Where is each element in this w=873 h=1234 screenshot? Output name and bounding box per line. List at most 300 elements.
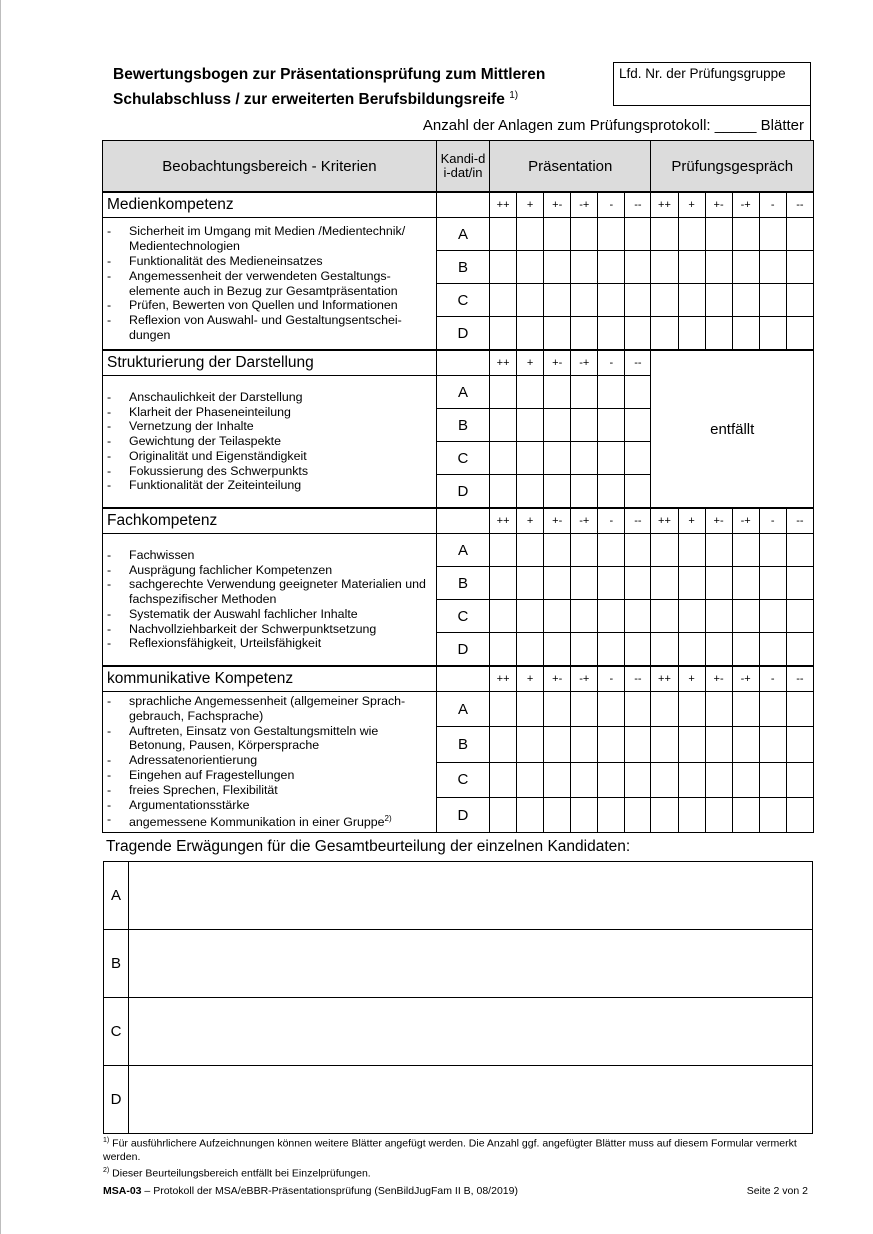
rating-scale-label: -+ <box>571 350 598 376</box>
rating-cell[interactable] <box>705 797 732 832</box>
rating-cell[interactable] <box>544 633 571 667</box>
rating-cell[interactable] <box>651 567 678 600</box>
rating-cell[interactable] <box>490 284 517 317</box>
criterion-item <box>107 812 432 830</box>
candidate-letter: D <box>436 475 489 509</box>
rating-cell[interactable] <box>732 218 759 251</box>
criterion-text: Nachvollziehbarkeit der Schwerpunktsetzung <box>129 621 377 636</box>
rating-cell[interactable] <box>517 633 544 667</box>
rating-cell[interactable] <box>517 251 544 284</box>
criterion-item <box>107 449 432 464</box>
erwaegung-letter: B <box>104 930 129 998</box>
rating-cell[interactable] <box>759 317 786 351</box>
criterion-item <box>107 783 432 798</box>
criteria-list <box>107 390 432 494</box>
rating-cell[interactable] <box>625 284 651 317</box>
criterion-text: freies Sprechen, Flexibilität <box>129 782 278 797</box>
entfaellt-cell: entfällt <box>651 350 814 508</box>
rating-cell[interactable] <box>571 567 598 600</box>
rating-cell[interactable] <box>490 633 517 667</box>
rating-scale-label: -- <box>625 350 651 376</box>
rating-cell[interactable] <box>786 218 813 251</box>
rating-cell[interactable] <box>490 317 517 351</box>
title-line-1: Bewertungsbogen zur Präsentationsprüfung zum Mittleren <box>113 66 546 83</box>
rating-cell[interactable] <box>625 251 651 284</box>
rating-cell[interactable] <box>490 762 517 797</box>
criteria-list-cell <box>103 218 437 351</box>
footnote-2-text: Dieser Beurteilungsbereich entfällt bei Einzelprüfungen. <box>112 1167 371 1180</box>
rating-cell[interactable] <box>786 251 813 284</box>
rating-cell[interactable] <box>625 317 651 351</box>
rating-cell[interactable] <box>490 218 517 251</box>
rating-cell[interactable] <box>786 633 813 667</box>
section-header-row <box>103 350 814 376</box>
rating-cell[interactable] <box>786 762 813 797</box>
rating-scale-label: +- <box>544 508 571 534</box>
rating-cell[interactable] <box>598 567 625 600</box>
rating-cell[interactable] <box>598 409 625 442</box>
rating-scale-label: +- <box>544 666 571 692</box>
rating-cell[interactable] <box>705 534 732 567</box>
rating-cell[interactable] <box>571 727 598 762</box>
rating-cell[interactable] <box>625 534 651 567</box>
footer-code: MSA-03 <box>103 1185 142 1197</box>
rating-cell[interactable] <box>517 218 544 251</box>
rating-cell[interactable] <box>544 600 571 633</box>
rating-cell[interactable] <box>759 284 786 317</box>
criterion-item <box>107 269 432 299</box>
rating-cell[interactable] <box>786 534 813 567</box>
rating-cell[interactable] <box>705 762 732 797</box>
rating-cell[interactable] <box>517 762 544 797</box>
rating-cell[interactable] <box>598 762 625 797</box>
rating-cell[interactable] <box>571 218 598 251</box>
rating-cell[interactable] <box>490 727 517 762</box>
rating-cell[interactable] <box>678 534 705 567</box>
rating-scale-label: + <box>517 508 544 534</box>
criteria-list-cell <box>103 534 437 667</box>
anlagen-count-line: Anzahl der Anlagen zum Prüfungsprotokoll: _____ Blätter <box>422 117 804 134</box>
rating-scale-label: -+ <box>571 666 598 692</box>
rating-cell[interactable] <box>625 409 651 442</box>
rating-cell[interactable] <box>705 567 732 600</box>
rating-scale-label: +- <box>544 192 571 218</box>
rating-scale-label: ++ <box>490 350 517 376</box>
rating-cell[interactable] <box>732 284 759 317</box>
rating-cell[interactable] <box>732 251 759 284</box>
rating-scale-label: +- <box>705 666 732 692</box>
rating-cell[interactable] <box>759 727 786 762</box>
rating-cell[interactable] <box>490 797 517 832</box>
criterion-text: Funktionalität des Medieneinsatzes <box>129 253 323 268</box>
criteria-list-cell <box>103 692 437 833</box>
rating-cell[interactable] <box>544 317 571 351</box>
rating-cell[interactable] <box>651 600 678 633</box>
rating-cell[interactable] <box>544 534 571 567</box>
candidate-row <box>103 534 814 567</box>
rating-cell[interactable] <box>517 600 544 633</box>
rating-scale-label: - <box>598 666 625 692</box>
rating-cell[interactable] <box>625 442 651 475</box>
rating-cell[interactable] <box>544 376 571 409</box>
rating-scale-label: -- <box>786 192 813 218</box>
criterion-text: Originalität und Eigenständigkeit <box>129 448 307 463</box>
rating-cell[interactable] <box>571 442 598 475</box>
rating-cell[interactable] <box>544 762 571 797</box>
rating-cell[interactable] <box>678 692 705 727</box>
rating-cell[interactable] <box>544 727 571 762</box>
rating-scale-label: -+ <box>571 192 598 218</box>
rating-cell[interactable] <box>651 251 678 284</box>
rating-cell[interactable] <box>732 692 759 727</box>
erwaegungen-table <box>103 861 813 1134</box>
rating-cell[interactable] <box>678 727 705 762</box>
rating-cell[interactable] <box>678 317 705 351</box>
rating-cell[interactable] <box>598 475 625 509</box>
header-kandidat <box>436 141 489 193</box>
rating-cell[interactable] <box>786 567 813 600</box>
criteria-list <box>107 548 432 652</box>
rating-cell[interactable] <box>598 692 625 727</box>
criterion-item <box>107 478 432 493</box>
rating-cell[interactable] <box>732 317 759 351</box>
rating-cell[interactable] <box>759 692 786 727</box>
rating-cell[interactable] <box>678 633 705 667</box>
rating-cell[interactable] <box>759 567 786 600</box>
rating-cell[interactable] <box>678 251 705 284</box>
rating-cell[interactable] <box>544 567 571 600</box>
rating-scale-label: + <box>678 508 705 534</box>
title-footnote-mark: 1) <box>509 90 519 101</box>
rating-cell[interactable] <box>544 797 571 832</box>
lfd-nr-field[interactable] <box>613 62 811 106</box>
rating-scale-label: - <box>759 508 786 534</box>
rating-cell[interactable] <box>759 600 786 633</box>
rating-cell[interactable] <box>759 797 786 832</box>
rating-cell[interactable] <box>732 600 759 633</box>
rating-cell[interactable] <box>571 633 598 667</box>
rating-cell[interactable] <box>517 567 544 600</box>
rating-cell[interactable] <box>544 692 571 727</box>
section-header-row <box>103 508 814 534</box>
rating-cell[interactable] <box>625 633 651 667</box>
criterion-text: sachgerechte Verwendung geeigneter Materialien und fachspezifischer Methoden <box>129 577 426 607</box>
rating-cell[interactable] <box>571 284 598 317</box>
rating-cell[interactable] <box>544 218 571 251</box>
rating-scale-label: + <box>678 666 705 692</box>
rating-cell[interactable] <box>705 633 732 667</box>
candidate-letter: D <box>436 317 489 351</box>
rating-cell[interactable] <box>786 600 813 633</box>
rating-scale-label: - <box>598 508 625 534</box>
rating-cell[interactable] <box>517 284 544 317</box>
rating-cell[interactable] <box>705 284 732 317</box>
candidate-letter: C <box>436 284 489 317</box>
rating-cell[interactable] <box>490 692 517 727</box>
criterion-text: Prüfen, Bewerten von Quellen und Informationen <box>129 298 398 313</box>
rating-cell[interactable] <box>571 692 598 727</box>
rating-cell[interactable] <box>732 797 759 832</box>
rating-cell[interactable] <box>651 218 678 251</box>
criterion-item <box>107 607 432 622</box>
erwaegung-row <box>104 862 813 930</box>
section-kandidat-blank <box>436 350 489 376</box>
rating-scale-label: -- <box>625 192 651 218</box>
rating-cell[interactable] <box>490 534 517 567</box>
rating-cell[interactable] <box>571 600 598 633</box>
title-line-2: Schulabschluss / zur erweiterten Berufsbildungsreife <box>113 91 505 109</box>
rating-cell[interactable] <box>598 600 625 633</box>
rating-cell[interactable] <box>759 534 786 567</box>
rating-cell[interactable] <box>786 692 813 727</box>
rating-cell[interactable] <box>544 475 571 509</box>
candidate-letter: B <box>436 251 489 284</box>
rating-cell[interactable] <box>651 692 678 727</box>
candidate-letter: B <box>436 567 489 600</box>
rating-cell[interactable] <box>732 534 759 567</box>
rating-cell[interactable] <box>625 475 651 509</box>
criterion-text: Auftreten, Einsatz von Gestaltungsmitteln wie Betonung, Pausen, Körpersprache <box>129 723 379 753</box>
rating-cell[interactable] <box>517 534 544 567</box>
criterion-text: Funktionalität der Zeiteinteilung <box>129 478 302 493</box>
rating-cell[interactable] <box>598 317 625 351</box>
footer-text: – Protokoll der MSA/eBBR-Präsentationsprüfung (SenBildJugFam II B, 08/2019) <box>141 1185 518 1197</box>
rating-scale-label: -- <box>625 666 651 692</box>
criterion-text: Argumentationsstärke <box>129 797 250 812</box>
rating-cell[interactable] <box>625 762 651 797</box>
rating-cell[interactable] <box>759 218 786 251</box>
rating-scale-label: ++ <box>651 192 678 218</box>
rating-cell[interactable] <box>544 284 571 317</box>
header-kandidat-text: Kandi-di-dat/in <box>440 151 486 180</box>
criterion-item <box>107 694 432 724</box>
rating-cell[interactable] <box>598 442 625 475</box>
rating-scale-label: + <box>678 192 705 218</box>
section-header-row <box>103 666 814 692</box>
criterion-text: Vernetzung der Inhalte <box>129 419 254 434</box>
header-criteria: Beobachtungsbereich - Kriterien <box>103 141 437 193</box>
section-kandidat-blank <box>436 508 489 534</box>
erwaegung-letter: C <box>104 998 129 1066</box>
candidate-row <box>103 692 814 727</box>
rating-cell[interactable] <box>571 409 598 442</box>
rating-cell[interactable] <box>759 251 786 284</box>
rating-scale-label: ++ <box>490 508 517 534</box>
rating-cell[interactable] <box>651 797 678 832</box>
rating-scale-label: -+ <box>732 192 759 218</box>
rating-cell[interactable] <box>786 284 813 317</box>
rating-cell[interactable] <box>517 692 544 727</box>
criterion-item <box>107 548 432 563</box>
rating-cell[interactable] <box>598 376 625 409</box>
criterion-text: angemessene Kommunikation in einer Gruppe <box>129 815 385 830</box>
candidate-letter: A <box>436 218 489 251</box>
rating-cell[interactable] <box>598 251 625 284</box>
criterion-item <box>107 390 432 405</box>
rating-cell[interactable] <box>490 376 517 409</box>
rating-scale-label: -+ <box>571 508 598 534</box>
rating-cell[interactable] <box>571 534 598 567</box>
criterion-item <box>107 636 432 651</box>
rating-cell[interactable] <box>732 762 759 797</box>
rating-cell[interactable] <box>544 251 571 284</box>
lfd-nr-label: Lfd. Nr. der Prüfungsgruppe <box>619 66 786 81</box>
rating-scale-label: ++ <box>651 666 678 692</box>
rating-cell[interactable] <box>571 317 598 351</box>
criterion-text: Adressatenorientierung <box>129 753 258 768</box>
rating-cell[interactable] <box>598 633 625 667</box>
rating-cell[interactable] <box>598 284 625 317</box>
rating-cell[interactable] <box>625 692 651 727</box>
criterion-item <box>107 434 432 449</box>
rating-cell[interactable] <box>517 797 544 832</box>
criteria-list <box>107 694 432 830</box>
rating-cell[interactable] <box>705 727 732 762</box>
rating-cell[interactable] <box>651 534 678 567</box>
rating-cell[interactable] <box>490 475 517 509</box>
erwaegung-text-field[interactable] <box>129 1066 813 1134</box>
rating-cell[interactable] <box>732 567 759 600</box>
criterion-text: Reflexion von Auswahl- und Gestaltungsentschei-dungen <box>129 313 402 342</box>
rating-cell[interactable] <box>490 251 517 284</box>
rating-cell[interactable] <box>732 633 759 667</box>
rating-cell[interactable] <box>705 317 732 351</box>
rating-cell[interactable] <box>517 317 544 351</box>
erwaegung-row <box>104 1066 813 1134</box>
criterion-text: Anschaulichkeit der Darstellung <box>129 389 303 404</box>
erwaegung-text-field[interactable] <box>129 998 813 1066</box>
rating-cell[interactable] <box>517 376 544 409</box>
erwaegung-row <box>104 930 813 998</box>
section-kandidat-blank <box>436 192 489 218</box>
rating-cell[interactable] <box>625 727 651 762</box>
rating-cell[interactable] <box>786 317 813 351</box>
erwaegung-row <box>104 998 813 1066</box>
rating-cell[interactable] <box>678 797 705 832</box>
criterion-item <box>107 224 432 254</box>
rating-cell[interactable] <box>598 218 625 251</box>
rating-cell[interactable] <box>651 762 678 797</box>
rating-cell[interactable] <box>705 692 732 727</box>
rating-cell[interactable] <box>490 567 517 600</box>
criteria-list-cell <box>103 376 437 509</box>
rating-cell[interactable] <box>705 251 732 284</box>
rating-cell[interactable] <box>598 797 625 832</box>
rating-cell[interactable] <box>598 727 625 762</box>
rating-cell[interactable] <box>517 442 544 475</box>
rating-cell[interactable] <box>678 762 705 797</box>
section-kandidat-blank <box>436 666 489 692</box>
candidate-row <box>103 218 814 251</box>
rating-cell[interactable] <box>678 600 705 633</box>
criterion-item <box>107 577 432 607</box>
rating-cell[interactable] <box>705 600 732 633</box>
rating-cell[interactable] <box>490 600 517 633</box>
section-name: Strukturierung der Darstellung <box>103 350 437 376</box>
candidate-letter: A <box>436 692 489 727</box>
erwaegung-text-field[interactable] <box>129 930 813 998</box>
candidate-letter: B <box>436 409 489 442</box>
form-title <box>113 64 613 110</box>
candidate-letter: D <box>436 633 489 667</box>
criterion-text: Reflexionsfähigkeit, Urteilsfähigkeit <box>129 636 322 651</box>
criterion-text: Sicherheit im Umgang mit Medien /Medientechnik/ Medientechnologien <box>129 224 406 254</box>
erwaegung-text-field[interactable] <box>129 862 813 930</box>
table-header-row <box>103 141 814 193</box>
section-name: kommunikative Kompetenz <box>103 666 437 692</box>
evaluation-table <box>102 140 814 833</box>
rating-cell[interactable] <box>490 442 517 475</box>
criterion-footnote-mark: 2) <box>384 814 392 824</box>
section-name: Medienkompetenz <box>103 192 437 218</box>
rating-cell[interactable] <box>490 409 517 442</box>
rating-scale-label: + <box>517 192 544 218</box>
rating-cell[interactable] <box>759 633 786 667</box>
rating-cell[interactable] <box>625 600 651 633</box>
rating-scale-label: +- <box>705 192 732 218</box>
rating-cell[interactable] <box>625 797 651 832</box>
criterion-text: sprachliche Angemessenheit (allgemeiner Sprach-gebrauch, Fachsprache) <box>129 694 406 723</box>
rating-scale-label: -- <box>786 666 813 692</box>
rating-cell[interactable] <box>732 727 759 762</box>
footer-page-number: Seite 2 von 2 <box>746 1185 808 1197</box>
rating-cell[interactable] <box>625 218 651 251</box>
rating-cell[interactable] <box>517 475 544 509</box>
rating-cell[interactable] <box>544 442 571 475</box>
rating-cell[interactable] <box>571 475 598 509</box>
rating-scale-label: -- <box>625 508 651 534</box>
rating-cell[interactable] <box>651 284 678 317</box>
rating-cell[interactable] <box>571 762 598 797</box>
criterion-text: Fachwissen <box>129 547 195 562</box>
rating-cell[interactable] <box>571 376 598 409</box>
rating-cell[interactable] <box>651 633 678 667</box>
rating-cell[interactable] <box>517 409 544 442</box>
rating-cell[interactable] <box>544 409 571 442</box>
criterion-text: Angemessenheit der verwendeten Gestaltungs-elemente auch in Bezug zur Gesamtpräsentation <box>129 268 398 298</box>
criteria-list <box>107 224 432 342</box>
rating-scale-label: + <box>517 350 544 376</box>
rating-cell[interactable] <box>705 218 732 251</box>
rating-cell[interactable] <box>678 284 705 317</box>
rating-cell[interactable] <box>598 534 625 567</box>
rating-scale-label: ++ <box>651 508 678 534</box>
criterion-item <box>107 563 432 578</box>
rating-scale-label: -- <box>786 508 813 534</box>
rating-cell[interactable] <box>651 727 678 762</box>
rating-cell[interactable] <box>517 727 544 762</box>
erwaegungen-title: Tragende Erwägungen für die Gesamtbeurteilung der einzelnen Kandidaten: <box>106 838 631 855</box>
header-gespraech: Prüfungsgespräch <box>651 141 814 193</box>
erwaegung-letter: D <box>104 1066 129 1134</box>
rating-cell[interactable] <box>678 567 705 600</box>
criterion-item <box>107 298 432 313</box>
rating-scale-label: -+ <box>732 666 759 692</box>
erwaegung-letter: A <box>104 862 129 930</box>
rating-cell[interactable] <box>759 762 786 797</box>
candidate-letter: A <box>436 534 489 567</box>
rating-cell[interactable] <box>571 251 598 284</box>
rating-scale-label: ++ <box>490 666 517 692</box>
rating-cell[interactable] <box>571 797 598 832</box>
criterion-item <box>107 464 432 479</box>
rating-cell[interactable] <box>678 218 705 251</box>
rating-cell[interactable] <box>786 797 813 832</box>
rating-cell[interactable] <box>651 317 678 351</box>
rating-cell[interactable] <box>786 727 813 762</box>
rating-cell[interactable] <box>625 376 651 409</box>
rating-cell[interactable] <box>625 567 651 600</box>
